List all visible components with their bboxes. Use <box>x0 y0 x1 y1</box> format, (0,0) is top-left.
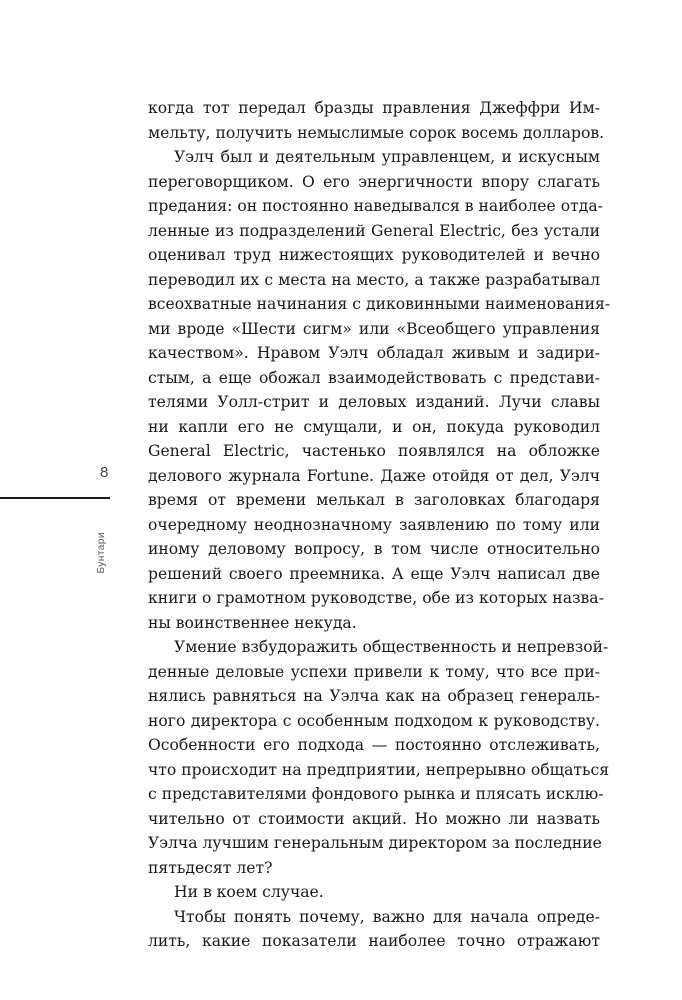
text-line: денные деловые успехи привели к тому, что все при- <box>148 662 600 681</box>
text-line: ного директора с особенным подходом к руководству. <box>148 711 600 730</box>
text-line: ны воинственнее некуда. <box>148 613 357 632</box>
page-number: 8 <box>100 464 109 481</box>
text-line: предания: он постоянно наведывался в наиболее отда- <box>148 197 603 215</box>
text-line: Уэлч был и деятельным управленцем, и искусным <box>174 148 600 166</box>
text-line: решений своего преемника. А еще Уэлч написал две <box>148 564 600 583</box>
text-line: ленные из подразделений General Electric, без устали <box>148 221 600 240</box>
text-line: General Electric, частенько появлялся на обложке <box>148 442 600 460</box>
text-line: переводил их с места на место, а также разрабатывал <box>148 270 600 289</box>
text-line: переговорщиком. О его энергичности впору слагать <box>148 172 600 191</box>
text-line: Уэлча лучшим генеральным директором за последние <box>148 834 602 852</box>
text-line: что происходит на предприятии, непрерывно общаться <box>148 760 610 779</box>
text-line: ни капли его не смущали, и он, покуда руководил <box>148 417 600 436</box>
text-line: с представителями фондового рынка и плясать исклю- <box>148 785 604 803</box>
text-line: всеохватные начинания с диковинными наименования- <box>148 295 611 313</box>
running-title: Бунтари <box>96 532 107 574</box>
body-text <box>148 96 611 954</box>
text-line: время от времени мелькал в заголовках благодаря <box>148 491 600 509</box>
text-line: стым, а еще обожал взаимодействовать с представи- <box>148 368 600 387</box>
text-line: Особенности его подхода — постоянно отслеживать, <box>148 736 600 754</box>
text-line: чительно от стоимости акций. Но можно ли назвать <box>148 809 600 828</box>
text-line: лить, какие показатели наиболее точно отражают <box>148 932 600 950</box>
text-line: ми вроде «Шести сигм» или «Всеобщего управления <box>148 319 600 338</box>
text-line: нялись равняться на Уэлча как на образец генераль- <box>148 687 600 705</box>
text-line: когда тот передал бразды правления Джеффри Им- <box>148 99 600 117</box>
text-line: делового журнала Fortune. Даже отойдя от дел, Уэлч <box>148 466 600 485</box>
text-line: Ни в коем случае. <box>174 883 324 901</box>
text-line: мельту, получить немыслимые сорок восемь долларов. <box>148 123 605 142</box>
text-line: Умение взбудоражить общественность и непревзой- <box>174 638 609 656</box>
text-line: иному деловому вопросу, в том числе относительно <box>148 540 600 558</box>
text-line: оценивал труд нижестоящих руководителей и вечно <box>148 246 600 264</box>
text-line: телями Уолл-стрит и деловых изданий. Лучи славы <box>148 393 600 411</box>
text-line: пятьдесят лет? <box>148 858 273 877</box>
text-line: очередному неоднозначному заявлению по тому или <box>148 515 600 534</box>
text-line: книги о грамотном руководстве, обе из которых назва- <box>148 589 604 607</box>
text-line: качеством». Нравом Уэлч обладал живым и задири- <box>148 344 600 362</box>
margin-rule <box>0 497 110 499</box>
text-line: Чтобы понять почему, важно для начала опреде- <box>174 907 600 926</box>
